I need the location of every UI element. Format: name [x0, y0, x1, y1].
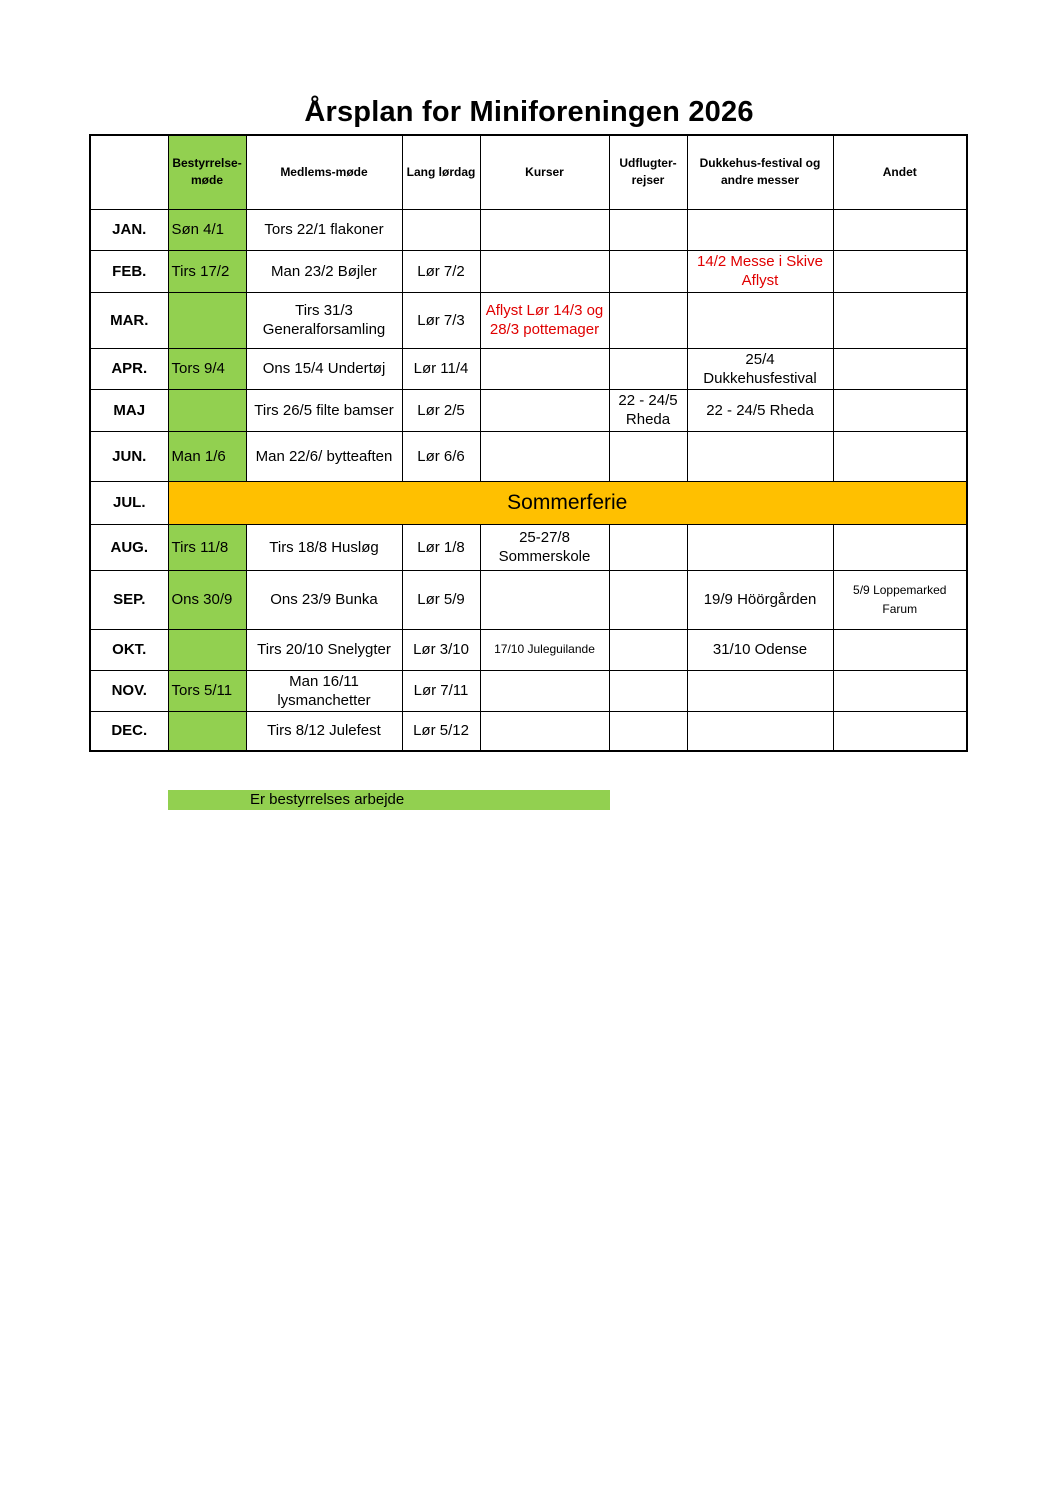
- courses-cell: [480, 348, 609, 389]
- board-cell: Søn 4/1: [168, 209, 246, 250]
- long-saturday-cell: Lør 7/11: [402, 670, 480, 711]
- other-cell: [833, 348, 967, 389]
- header-board-meeting: Bestyrrelse-møde: [168, 135, 246, 209]
- table-row: [90, 348, 967, 389]
- other-cell: [833, 209, 967, 250]
- other-cell: [833, 670, 967, 711]
- board-work-legend: Er bestyrrelses arbejde: [168, 790, 610, 810]
- header-trips-line1: Udflugter-: [619, 156, 677, 171]
- board-cell: Tors 9/4: [168, 348, 246, 389]
- courses-cell: [480, 209, 609, 250]
- member-cell: Tirs 20/10 Snelygter: [246, 629, 402, 670]
- trips-cell: [609, 250, 687, 292]
- other-cell: [833, 711, 967, 751]
- trips-cell: [609, 209, 687, 250]
- fairs-cell: [687, 524, 833, 570]
- month-cell: JUN.: [90, 431, 168, 481]
- trips-cell: [609, 348, 687, 389]
- month-cell: AUG.: [90, 524, 168, 570]
- fairs-cell: [687, 209, 833, 250]
- header-member-meeting: Medlems-møde: [246, 135, 402, 209]
- courses-cell: Aflyst Lør 14/3 og 28/3 pottemager: [480, 292, 609, 348]
- table-row: [90, 570, 967, 629]
- other-cell: [833, 629, 967, 670]
- fairs-cell: 31/10 Odense: [687, 629, 833, 670]
- trips-cell: [609, 629, 687, 670]
- courses-cell: [480, 389, 609, 431]
- fairs-cell: [687, 670, 833, 711]
- long-saturday-cell: [402, 209, 480, 250]
- board-cell: [168, 629, 246, 670]
- table-row: [90, 292, 967, 348]
- board-cell: Tors 5/11: [168, 670, 246, 711]
- long-saturday-cell: Lør 7/3: [402, 292, 480, 348]
- trips-cell: 22 - 24/5 Rheda: [609, 389, 687, 431]
- member-cell: Ons 15/4 Undertøj: [246, 348, 402, 389]
- other-cell: [833, 389, 967, 431]
- trips-cell: [609, 431, 687, 481]
- other-cell: [833, 524, 967, 570]
- courses-cell: 17/10 Juleguilande: [480, 629, 609, 670]
- member-cell: Tirs 31/3 Generalforsamling: [246, 292, 402, 348]
- member-cell: Tors 22/1 flakoner: [246, 209, 402, 250]
- header-trips: [609, 135, 687, 209]
- month-cell: JUL.: [90, 481, 168, 524]
- long-saturday-cell: Lør 5/9: [402, 570, 480, 629]
- table-row: [90, 431, 967, 481]
- member-cell: Tirs 8/12 Julefest: [246, 711, 402, 751]
- board-cell: [168, 711, 246, 751]
- fairs-cell: [687, 431, 833, 481]
- courses-cell: 25-27/8 Sommerskole: [480, 524, 609, 570]
- long-saturday-cell: Lør 6/6: [402, 431, 480, 481]
- member-cell: Man 23/2 Bøjler: [246, 250, 402, 292]
- courses-cell: [480, 250, 609, 292]
- table-row: [90, 209, 967, 250]
- courses-cell: [480, 670, 609, 711]
- courses-cell: [480, 431, 609, 481]
- header-fairs-line1: Dukkehus-festival og: [699, 156, 821, 171]
- other-cell: [833, 250, 967, 292]
- fairs-cell: 25/4 Dukkehusfestival: [687, 348, 833, 389]
- month-cell: DEC.: [90, 711, 168, 751]
- member-cell: Tirs 26/5 filte bamser: [246, 389, 402, 431]
- board-cell: Ons 30/9: [168, 570, 246, 629]
- header-long-saturday: Lang lørdag: [402, 135, 480, 209]
- trips-cell: [609, 524, 687, 570]
- table-row: [90, 629, 967, 670]
- summer-holiday-banner: Sommerferie: [168, 481, 967, 524]
- month-cell: MAJ: [90, 389, 168, 431]
- board-cell: [168, 389, 246, 431]
- header-other: Andet: [833, 135, 967, 209]
- month-cell: OKT.: [90, 629, 168, 670]
- board-cell: Man 1/6: [168, 431, 246, 481]
- board-cell: [168, 292, 246, 348]
- board-cell: Tirs 17/2: [168, 250, 246, 292]
- header-trips-line2: rejser: [631, 173, 665, 188]
- other-cell: [833, 431, 967, 481]
- table-row: [90, 250, 967, 292]
- month-cell: APR.: [90, 348, 168, 389]
- member-cell: Man 16/11 lysmanchetter: [246, 670, 402, 711]
- courses-cell: [480, 711, 609, 751]
- trips-cell: [609, 570, 687, 629]
- fairs-cell: [687, 292, 833, 348]
- header-month: [90, 135, 168, 209]
- fairs-cell: [687, 711, 833, 751]
- other-cell: 5/9 Loppemarked Farum: [833, 570, 967, 629]
- header-courses: Kurser: [480, 135, 609, 209]
- month-cell: NOV.: [90, 670, 168, 711]
- other-cell: [833, 292, 967, 348]
- table-row: [90, 481, 967, 524]
- trips-cell: [609, 711, 687, 751]
- table-row: [90, 524, 967, 570]
- trips-cell: [609, 670, 687, 711]
- month-cell: MAR.: [90, 292, 168, 348]
- fairs-cell: 19/9 Höörgården: [687, 570, 833, 629]
- month-cell: SEP.: [90, 570, 168, 629]
- member-cell: Tirs 18/8 Husløg: [246, 524, 402, 570]
- table-row: [90, 711, 967, 751]
- fairs-cell: 22 - 24/5 Rheda: [687, 389, 833, 431]
- header-row: [90, 135, 967, 209]
- header-fairs-line2: andre messer: [720, 173, 800, 188]
- long-saturday-cell: Lør 2/5: [402, 389, 480, 431]
- long-saturday-cell: Lør 5/12: [402, 711, 480, 751]
- trips-cell: [609, 292, 687, 348]
- long-saturday-cell: Lør 1/8: [402, 524, 480, 570]
- long-saturday-cell: Lør 11/4: [402, 348, 480, 389]
- month-cell: JAN.: [90, 209, 168, 250]
- year-plan-table: [89, 134, 968, 752]
- table-row: [90, 389, 967, 431]
- long-saturday-cell: Lør 3/10: [402, 629, 480, 670]
- member-cell: Man 22/6/ bytteaften: [246, 431, 402, 481]
- long-saturday-cell: Lør 7/2: [402, 250, 480, 292]
- month-cell: FEB.: [90, 250, 168, 292]
- table-row: [90, 670, 967, 711]
- header-fairs: [687, 135, 833, 209]
- member-cell: Ons 23/9 Bunka: [246, 570, 402, 629]
- courses-cell: [480, 570, 609, 629]
- board-cell: Tirs 11/8: [168, 524, 246, 570]
- page-title: Årsplan for Miniforeningen 2026: [304, 96, 754, 128]
- fairs-cell: 14/2 Messe i Skive Aflyst: [687, 250, 833, 292]
